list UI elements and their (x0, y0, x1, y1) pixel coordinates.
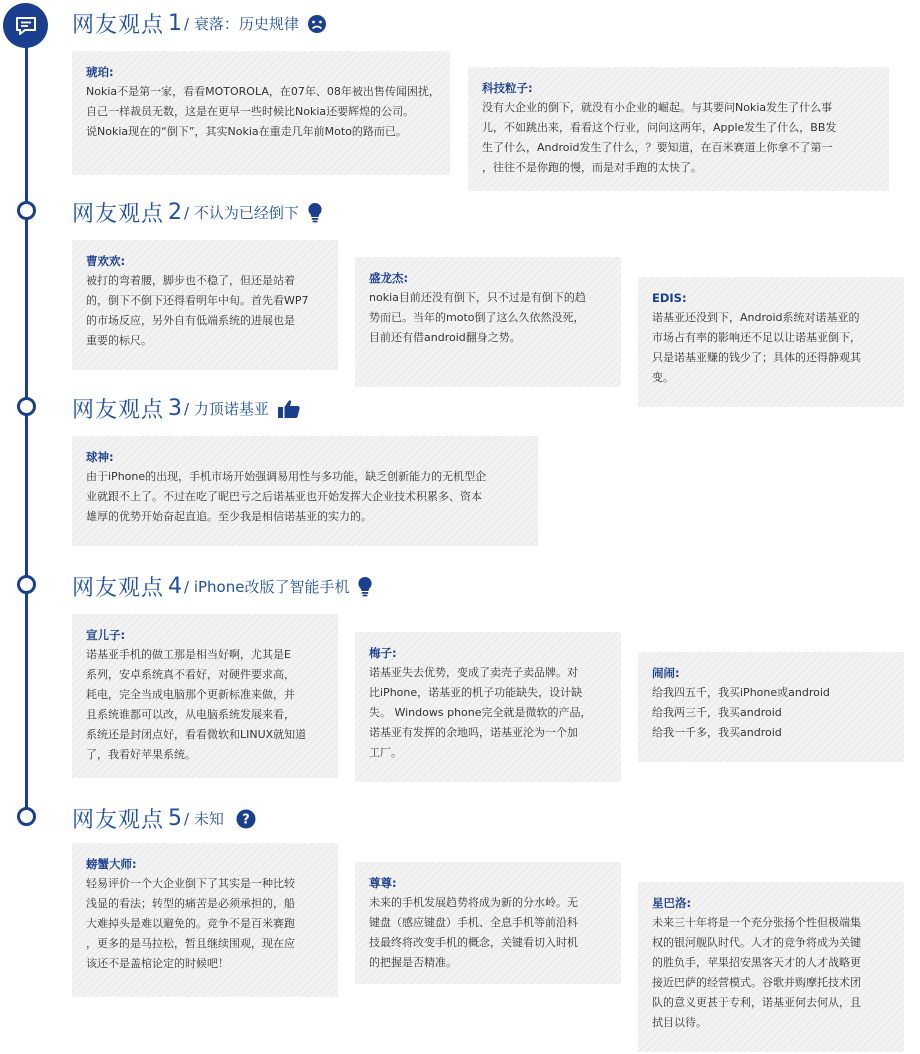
comment-author: 琥珀: (86, 65, 114, 79)
comment-card (72, 240, 338, 370)
comment-author: 闹闹: (652, 666, 680, 680)
comment-card (72, 843, 338, 997)
sad-face-icon (307, 14, 327, 34)
section-number: 1 (168, 11, 183, 36)
section-heading: 网友观点 (72, 13, 165, 38)
section-title-5 (72, 803, 256, 834)
comment-text: 诺基亚失去优势，变成了卖壳子卖品牌。对 比iPhone，诺基亚的机子功能缺失，设计缺 失。 Windows phone完全就是微软的产品， 诺基亚有发挥的余地吗，诺基亚沦为一个加 工厂。 (369, 666, 592, 759)
comment-card (638, 277, 904, 407)
comment-card (72, 436, 538, 546)
comment-card (72, 51, 450, 175)
timeline-dot-3 (17, 397, 36, 416)
question-icon (236, 809, 256, 829)
comment-card (355, 632, 621, 782)
section-heading: 网友观点 (72, 202, 165, 227)
section-heading: 网友观点 (72, 808, 165, 833)
comment-text: 由于iPhone的出现，手机市场开始强调易用性与多功能，缺乏创新能力的无机型企 业就跟不上了。不过在吃了昵巴亏之后诺基亚也开始发挥大企业技术积累多、资本 雄厚的优势开始奋起直追。至少我是相信诺基亚的实力的。 (86, 470, 487, 523)
comment-text: 没有大企业的倒下，就没有小企业的崛起。与其要问Nokia发生了什么事 儿，不如跳出来，看看这个行业，问问这两年，Apple发生了什么，BB发 生了什么，Android发生了什么，？要知道，在百米赛道上你拿不了第一 ，往往不是你跑的慢，而是对手跑的太快了。 (482, 101, 837, 174)
section-title-4 (72, 571, 373, 602)
comment-badge (3, 3, 48, 48)
section-number: 3 (168, 396, 183, 421)
comment-card (638, 882, 904, 1052)
comment-text: 给我四五千，我买iPhone或android 给我两三千，我买android 给我一千多，我买android (652, 686, 830, 739)
section-title-1 (72, 8, 327, 39)
speech-bubble-icon (14, 14, 38, 38)
section-number: 2 (168, 200, 183, 225)
comment-text: 未来三十年将是一个充分张扬个性但极端集 权的银河舰队时代。人才的竞争将成为关键 的胜负手，苹果招安黑客天才的人才战略更 接近巴萨的经营模式。谷歌并购摩托技术团 队的意义更甚于专利，诺基亚何去何从，且 拭目以待。 (652, 916, 861, 1029)
comment-text: 轻易评价一个大企业倒下了其实是一种比较 浅显的看法；转型的痛苦是必须承担的，船 大难掉头是难以避免的。竞争不是百米赛跑 ，更多的是马拉松，暂且继续围观，现在应 该还不是盖棺论定的时候吧！ (86, 877, 295, 970)
comment-text: 诺基亚手机的做工那是相当好啊，尤其是E 系列，安卓系统真不看好，对硬件要求高， 耗电，完全当成电脑那个更新标准来做，并 且系统谁都可以改，从电脑系统发展来看， 系统还是封闭点好，看看微软和LINUX就知道 了，我看好苹果系统。 (86, 648, 307, 761)
thumbs-up-icon (277, 399, 301, 419)
section-title-3 (72, 393, 301, 424)
comment-author: 科技粒子: (482, 81, 533, 95)
comment-text: 被打的弯着腰，脚步也不稳了，但还是站着 的，倒下不倒下还得看明年中旬。首先看WP7 的市场反应，另外自有低端系统的进展也是 重要的标尺。 (86, 274, 309, 347)
comment-author: 梅子: (369, 646, 397, 660)
comment-author: 宣儿子: (86, 628, 126, 642)
comment-text: 未来的手机发展趋势将成为新的分水岭。无 键盘（感应键盘）手机、全息手机等前沿科 技最终将改变手机的概念，关键看切入时机 的把握是否精准。 (369, 896, 578, 969)
comment-card (468, 67, 889, 191)
section-number: 5 (168, 806, 183, 831)
comment-author: EDIS: (652, 291, 687, 305)
section-subtitle: / 未知 (184, 810, 224, 828)
svg-text:?: ? (242, 812, 250, 828)
timeline-dot-4 (17, 575, 36, 594)
lightbulb-icon (357, 576, 373, 598)
section-subtitle: / 衰落：历史规律 (184, 15, 299, 33)
section-number: 4 (168, 574, 183, 599)
section-heading: 网友观点 (72, 576, 165, 601)
comment-author: 尊尊: (369, 876, 397, 890)
timeline-dot-5 (17, 807, 36, 826)
comment-card (72, 614, 338, 778)
comment-author: 盛龙杰: (369, 271, 409, 285)
comment-text: 诺基亚还没到下，Android系统对诺基亚的 市场占有率的影响还不足以让诺基亚倒下， 只是诺基亚赚的钱少了；具体的还得静观其 变。 (652, 311, 861, 384)
comment-text: nokia目前还没有倒下，只不过是有倒下的趋 势而已。当年的moto倒了这么久依然没死， 目前还有借android翻身之势。 (369, 291, 586, 344)
section-heading: 网友观点 (72, 398, 165, 423)
section-subtitle: / 力顶诺基亚 (184, 400, 269, 418)
timeline-line (25, 30, 28, 820)
section-title-2 (72, 197, 323, 228)
comment-author: 球神: (86, 450, 114, 464)
section-subtitle: / iPhone改版了智能手机 (184, 578, 350, 596)
section-subtitle: / 不认为已经倒下 (184, 204, 299, 222)
comment-card (355, 862, 621, 984)
comment-text: Nokia不是第一家，看看MOTOROLA，在07年、08年被出售传闻困扰， 自己一样裁员无数，这是在更早一些时候比Nokia还要辉煌的公司。 说Nokia现在的“倒下”，其实Nokia在重走几年前Moto的路而已。 (86, 85, 440, 138)
timeline-dot-2 (17, 201, 36, 220)
comment-author: 螃蟹大师: (86, 857, 137, 871)
lightbulb-icon (307, 202, 323, 224)
comment-card (638, 652, 904, 762)
comment-author: 曹欢欢: (86, 254, 126, 268)
comment-card (355, 257, 621, 387)
comment-author: 星巴洛: (652, 896, 692, 910)
